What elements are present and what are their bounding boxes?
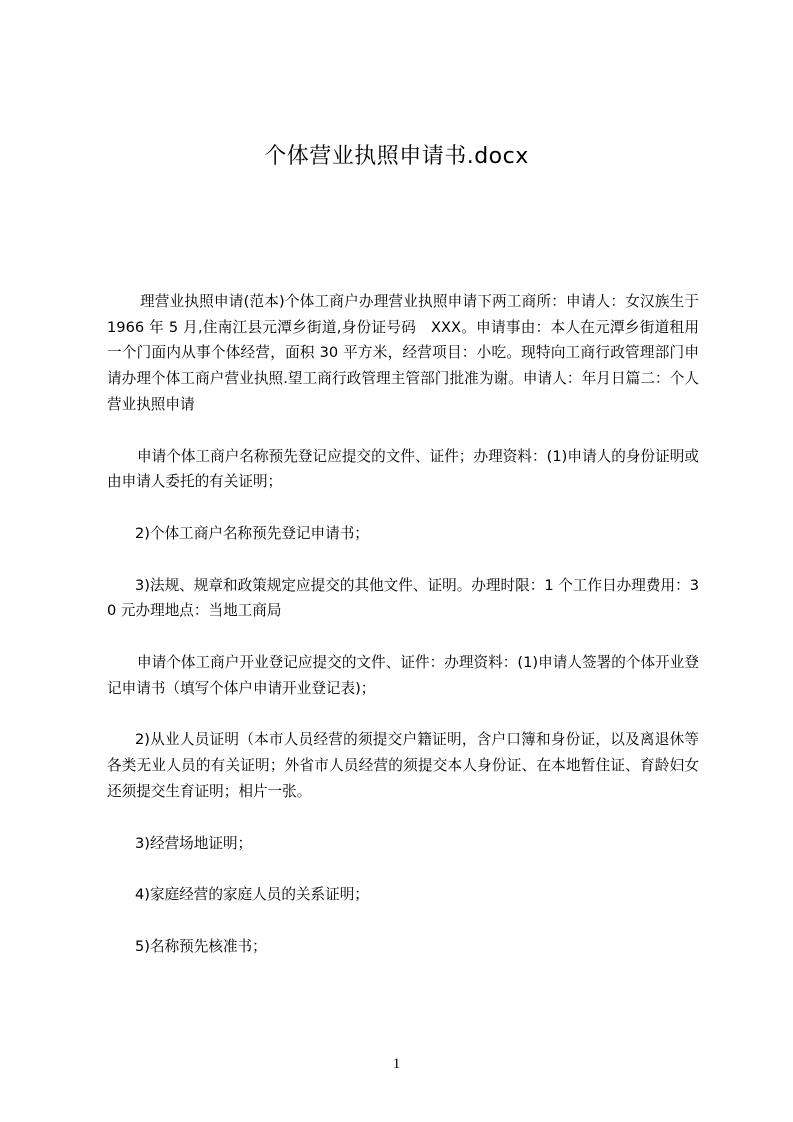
list-item-employee-proof: 2)从业人员证明（本市人员经营的须提交户籍证明，含户口簿和身份证，以及离退休等各类无业人员的有关证明；外省市人员经营的须提交本人身份证、在本地暂住证、育龄妇女还须提交生育证明；相片一张。: [107, 731, 699, 800]
paragraph-gap: [107, 908, 699, 934]
paragraph-gap: [107, 418, 699, 444]
paragraph-gap: [107, 547, 699, 573]
list-item-site-proof: 3)经营场地证明；: [135, 834, 253, 852]
paragraph-gap: [107, 624, 699, 650]
paragraph-intro: 理营业执照申请(范本)个体工商户办理营业执照申请下两工商所：申请人：女汉族生于 1966 年 5 月,住南江县元潭乡街道,身份证号码 XXX。申请事由：本人在元潭乡街道租用一个门面内从事个体经营，面积 30 平方米，经营项目：小吃。现特向工商行政管理部门申请办理个体工商户营业执照.望工商行政管理主管部门批准为谢。申请人：年月日篇二：个人营业执照申请: [107, 293, 699, 413]
page-number: 1: [392, 1056, 401, 1072]
list-item-2: 2)个体工商户名称预先登记申请书；: [135, 524, 369, 542]
paragraph-gap: [107, 856, 699, 882]
paragraph-gap: [107, 805, 699, 831]
paragraph-gap: [107, 701, 699, 727]
document-body: [107, 289, 699, 1009]
list-item-name-approval: 5)名称预先核准书；: [135, 937, 267, 955]
paragraph-opening-registration: 申请个体工商户开业登记应提交的文件、证件：办理资料：(1)申请人签署的个体开业登记申请书（填写个体户申请开业登记表)；: [107, 654, 699, 697]
list-item-family-proof: 4)家庭经营的家庭人员的关系证明；: [135, 886, 369, 904]
paragraph-name-registration: 申请个体工商户名称预先登记应提交的文件、证件；办理资料：(1)申请人的身份证明或由申请人委托的有关证明；: [107, 447, 699, 491]
document-title: 个体营业执照申请书.docx: [264, 144, 529, 169]
list-item-3: 3)法规、规章和政策规定应提交的其他文件、证明。办理时限：1 个工作日办理费用：30 元办理地点：当地工商局: [107, 576, 699, 620]
paragraph-gap: [107, 495, 699, 521]
